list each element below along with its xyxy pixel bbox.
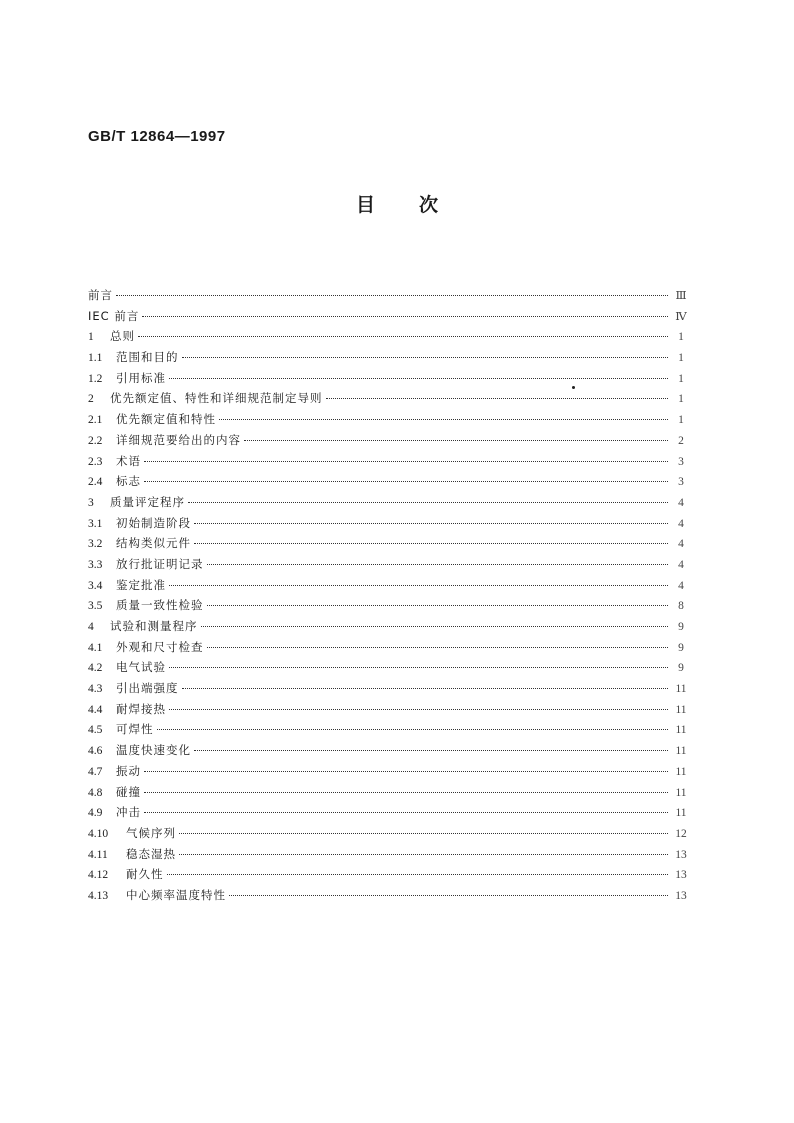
toc-entry-page: 1 bbox=[678, 331, 684, 344]
toc-entry-number: 4.9 bbox=[88, 807, 103, 820]
toc-leader-dots bbox=[138, 336, 668, 337]
toc-entry-title: IEC 前言 bbox=[88, 308, 140, 323]
toc-entry-number: 1.2 bbox=[88, 372, 103, 385]
toc-entry[interactable] bbox=[88, 802, 688, 823]
toc-entry[interactable] bbox=[88, 326, 688, 347]
toc-entry-number: 2.2 bbox=[88, 434, 103, 447]
toc-entry-page: 4 bbox=[678, 517, 684, 530]
toc-entry-page: 8 bbox=[678, 600, 684, 613]
toc-entry[interactable] bbox=[88, 451, 688, 472]
toc-leader-dots bbox=[169, 378, 668, 379]
table-of-contents bbox=[88, 285, 688, 906]
toc-entry-page: 13 bbox=[675, 889, 687, 902]
toc-leader-dots bbox=[169, 585, 668, 586]
toc-entry[interactable] bbox=[88, 388, 688, 409]
toc-entry-title: 试验和测量程序 bbox=[110, 619, 198, 633]
toc-entry-title: 标志 bbox=[116, 474, 141, 489]
toc-entry-page: 9 bbox=[678, 662, 684, 675]
toc-entry-number: 3.2 bbox=[88, 538, 103, 551]
toc-entry[interactable] bbox=[88, 782, 688, 803]
toc-entry-title: 放行批证明记录 bbox=[116, 556, 204, 571]
toc-entry-title: 外观和尺寸检查 bbox=[116, 639, 204, 654]
toc-entry-title: 温度快速变化 bbox=[116, 743, 191, 758]
toc-leader-dots bbox=[207, 564, 669, 565]
toc-entry-title: 耐久性 bbox=[126, 867, 164, 882]
toc-entry[interactable] bbox=[88, 513, 688, 534]
toc-entry-page: Ⅳ bbox=[675, 310, 687, 323]
toc-leader-dots bbox=[194, 523, 668, 524]
toc-entry[interactable] bbox=[88, 306, 688, 327]
toc-leader-dots bbox=[201, 626, 669, 627]
toc-entry-title: 初始制造阶段 bbox=[116, 515, 191, 530]
toc-leader-dots bbox=[179, 854, 668, 855]
toc-entry-number: 4.2 bbox=[88, 662, 103, 675]
toc-entry-title: 冲击 bbox=[116, 805, 141, 820]
toc-entry-page: 4 bbox=[678, 558, 684, 571]
toc-entry-title: 总则 bbox=[110, 329, 135, 344]
toc-leader-dots bbox=[188, 502, 668, 503]
toc-leader-dots bbox=[144, 812, 668, 813]
toc-leader-dots bbox=[144, 771, 668, 772]
toc-entry-page: 11 bbox=[675, 786, 687, 799]
toc-leader-dots bbox=[167, 874, 669, 875]
toc-entry[interactable] bbox=[88, 719, 688, 740]
toc-entry-title: 碰撞 bbox=[116, 784, 141, 799]
toc-entry[interactable] bbox=[88, 575, 688, 596]
toc-entry[interactable] bbox=[88, 368, 688, 389]
toc-entry-number: 2 bbox=[88, 393, 94, 406]
toc-entry-number: 2.3 bbox=[88, 455, 103, 468]
toc-entry[interactable] bbox=[88, 678, 688, 699]
toc-entry[interactable] bbox=[88, 492, 688, 513]
toc-entry-number: 3 bbox=[88, 496, 94, 509]
toc-entry-number: 4.8 bbox=[88, 786, 103, 799]
toc-entry-page: 9 bbox=[678, 641, 684, 654]
toc-leader-dots bbox=[207, 605, 669, 606]
toc-entry[interactable] bbox=[88, 740, 688, 761]
toc-entry-number: 3.1 bbox=[88, 517, 103, 530]
toc-entry[interactable] bbox=[88, 533, 688, 554]
toc-entry[interactable] bbox=[88, 285, 688, 306]
toc-entry-page: 1 bbox=[678, 414, 684, 427]
toc-entry-number: 4.4 bbox=[88, 703, 103, 716]
toc-entry[interactable] bbox=[88, 616, 688, 637]
toc-leader-dots bbox=[144, 792, 668, 793]
toc-entry[interactable] bbox=[88, 554, 688, 575]
toc-entry-page: 3 bbox=[678, 455, 684, 468]
toc-entry-title: 前言 bbox=[88, 288, 113, 302]
toc-entry[interactable] bbox=[88, 699, 688, 720]
toc-entry[interactable] bbox=[88, 864, 688, 885]
toc-entry-number: 4.12 bbox=[88, 869, 109, 882]
toc-leader-dots bbox=[219, 419, 668, 420]
toc-entry-title: 振动 bbox=[116, 763, 141, 778]
toc-entry-number: 2.4 bbox=[88, 476, 103, 489]
toc-entry[interactable] bbox=[88, 844, 688, 865]
toc-leader-dots bbox=[182, 357, 669, 358]
toc-entry-page: 13 bbox=[675, 869, 687, 882]
toc-entry-page: 13 bbox=[675, 848, 687, 861]
toc-entry-page: 1 bbox=[678, 372, 684, 385]
toc-entry-title: 引出端强度 bbox=[116, 681, 179, 696]
toc-entry-page: 11 bbox=[675, 724, 687, 737]
toc-entry-page: 9 bbox=[678, 621, 684, 633]
toc-entry-number: 3.4 bbox=[88, 579, 103, 592]
toc-leader-dots bbox=[157, 729, 669, 730]
toc-entry-page: Ⅲ bbox=[675, 290, 687, 302]
toc-leader-dots bbox=[207, 647, 669, 648]
toc-entry-page: 4 bbox=[678, 496, 684, 509]
toc-entry-title: 引用标准 bbox=[116, 370, 166, 385]
toc-leader-dots bbox=[116, 295, 668, 296]
toc-entry-number: 4.6 bbox=[88, 745, 103, 758]
toc-entry[interactable] bbox=[88, 430, 688, 451]
toc-leader-dots bbox=[144, 461, 668, 462]
document-code: GB/T 12864—1997 bbox=[88, 128, 226, 145]
toc-entry-page: 11 bbox=[675, 703, 687, 716]
toc-leader-dots bbox=[142, 316, 668, 317]
toc-entry-title: 气候序列 bbox=[126, 825, 176, 840]
toc-leader-dots bbox=[179, 833, 668, 834]
toc-entry[interactable] bbox=[88, 823, 688, 844]
toc-leader-dots bbox=[194, 543, 668, 544]
toc-entry-title: 耐焊接热 bbox=[116, 701, 166, 716]
page-title: 目次 bbox=[355, 194, 482, 216]
toc-entry-page: 2 bbox=[678, 434, 684, 447]
toc-entry-title: 详细规范要给出的内容 bbox=[116, 432, 241, 447]
toc-entry-number: 2.1 bbox=[88, 414, 103, 427]
toc-entry-page: 4 bbox=[678, 579, 684, 592]
toc-entry-page: 11 bbox=[675, 807, 687, 820]
toc-entry[interactable] bbox=[88, 347, 688, 368]
toc-entry-page: 12 bbox=[675, 827, 687, 840]
toc-entry-page: 11 bbox=[675, 683, 687, 696]
toc-entry-page: 4 bbox=[678, 538, 684, 551]
toc-entry-page: 1 bbox=[678, 393, 684, 406]
toc-entry-number: 4.11 bbox=[88, 848, 108, 861]
toc-entry-title: 可焊性 bbox=[116, 722, 154, 737]
toc-entry[interactable] bbox=[88, 471, 688, 492]
toc-entry-title: 质量评定程序 bbox=[110, 494, 185, 509]
toc-leader-dots bbox=[326, 398, 669, 399]
toc-entry-title: 中心频率温度特性 bbox=[126, 887, 226, 902]
toc-entry-number: 4.7 bbox=[88, 765, 103, 778]
toc-entry-number: 3.5 bbox=[88, 600, 103, 613]
toc-entry-number: 4.13 bbox=[88, 889, 109, 902]
toc-entry-title: 优先额定值和特性 bbox=[116, 412, 216, 427]
toc-leader-dots bbox=[182, 688, 669, 689]
toc-leader-dots bbox=[169, 667, 668, 668]
toc-entry-number: 4.5 bbox=[88, 724, 103, 737]
toc-leader-dots bbox=[229, 895, 668, 896]
scan-speck bbox=[572, 386, 575, 389]
toc-entry-number: 3.3 bbox=[88, 558, 103, 571]
toc-entry-title: 鉴定批准 bbox=[116, 577, 166, 592]
toc-entry-number: 1.1 bbox=[88, 352, 103, 365]
toc-entry-number: 4.3 bbox=[88, 683, 103, 696]
toc-entry-page: 11 bbox=[675, 745, 687, 758]
toc-entry-title: 优先额定值、特性和详细规范制定导则 bbox=[110, 391, 323, 406]
toc-entry-title: 电气试验 bbox=[116, 660, 166, 675]
toc-entry-page: 3 bbox=[678, 476, 684, 489]
toc-entry-number: 4.10 bbox=[88, 827, 109, 840]
toc-leader-dots bbox=[169, 709, 668, 710]
toc-entry-title: 结构类似元件 bbox=[116, 536, 191, 551]
toc-entry[interactable] bbox=[88, 885, 688, 906]
toc-entry-page: 11 bbox=[675, 765, 687, 778]
toc-entry[interactable] bbox=[88, 409, 688, 430]
toc-leader-dots bbox=[144, 481, 668, 482]
toc-leader-dots bbox=[244, 440, 668, 441]
toc-entry-page: 1 bbox=[678, 352, 684, 365]
toc-entry[interactable] bbox=[88, 761, 688, 782]
toc-entry-title: 稳态湿热 bbox=[126, 846, 176, 861]
toc-entry-title: 术语 bbox=[116, 453, 141, 468]
toc-entry[interactable] bbox=[88, 595, 688, 616]
toc-entry-number: 4 bbox=[88, 621, 94, 633]
toc-entry-number: 1 bbox=[88, 331, 94, 344]
toc-entry[interactable] bbox=[88, 637, 688, 658]
toc-entry-title: 质量一致性检验 bbox=[116, 598, 204, 613]
toc-entry-title: 范围和目的 bbox=[116, 350, 179, 365]
toc-entry[interactable] bbox=[88, 657, 688, 678]
toc-entry-number: 4.1 bbox=[88, 641, 103, 654]
toc-leader-dots bbox=[194, 750, 668, 751]
